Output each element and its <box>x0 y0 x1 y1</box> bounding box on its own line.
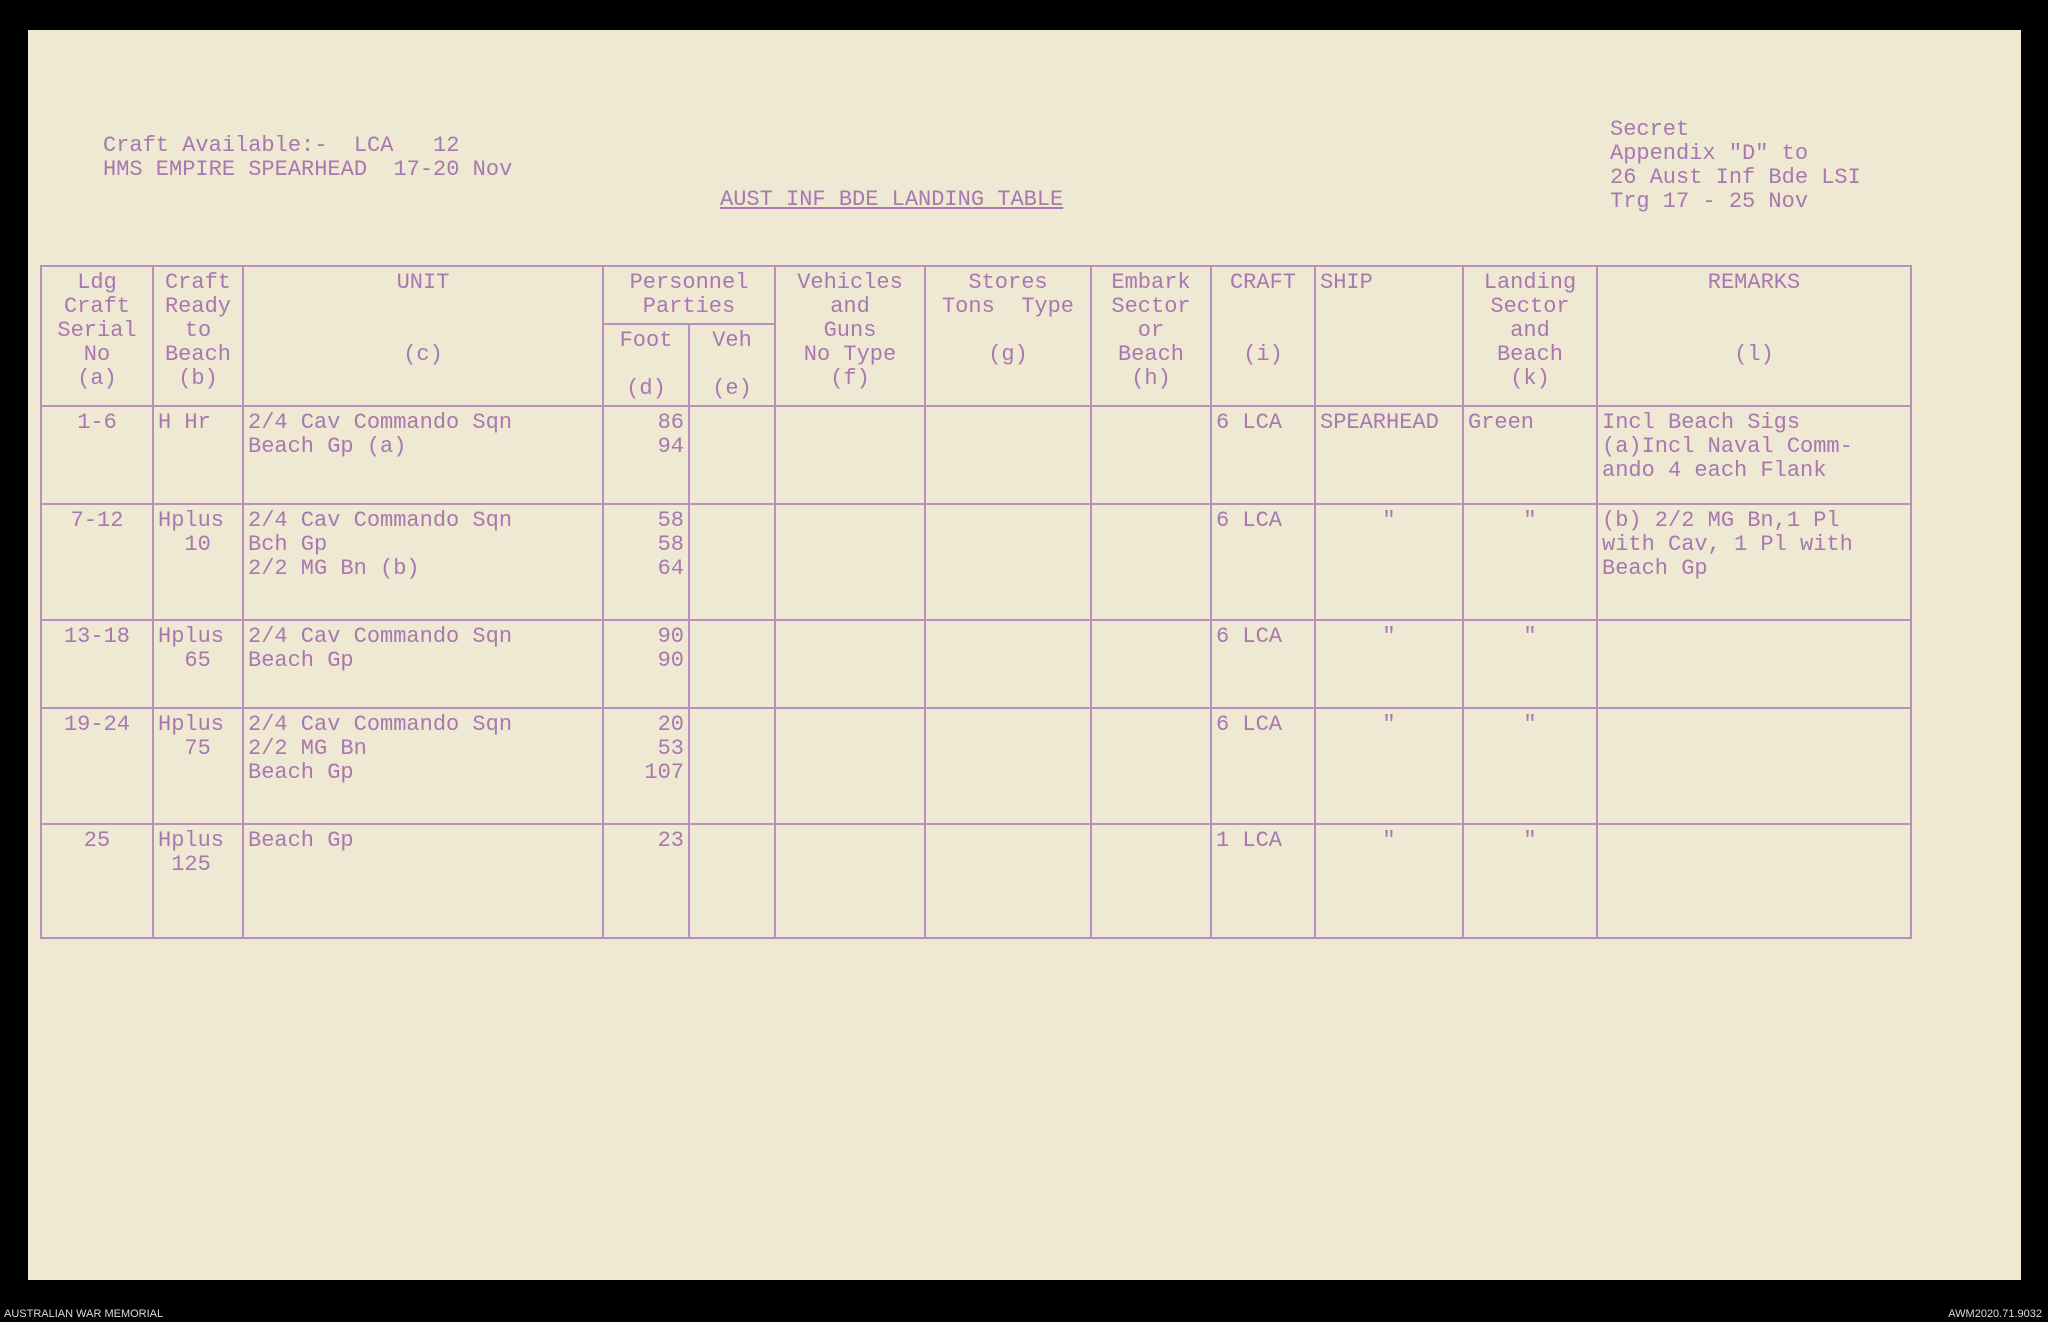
remarks-cell <box>1597 824 1911 938</box>
table-row <box>41 620 1911 708</box>
unit-cell: 2/4 Cav Commando Sqn Beach Gp <box>243 620 603 708</box>
ready-cell: Hplus 65 <box>153 620 243 708</box>
veh-cell <box>689 824 775 938</box>
unit-cell: 2/4 Cav Commando Sqn Bch Gp 2/2 MG Bn (b) <box>243 504 603 620</box>
document-title: AUST INF BDE LANDING TABLE <box>720 187 1064 212</box>
embark-cell <box>1091 708 1211 824</box>
craft-cell: 6 LCA <box>1211 406 1315 504</box>
appendix-label: Appendix "D" to <box>1610 141 1809 166</box>
stores-cell <box>925 620 1091 708</box>
serial-cell: 1-6 <box>41 406 153 504</box>
craft-cell: 6 LCA <box>1211 708 1315 824</box>
col-header-veh: Veh (e) <box>689 324 775 406</box>
beach-cell: Green <box>1463 406 1597 504</box>
ship-cell: SPEARHEAD <box>1315 406 1463 504</box>
ready-cell: H Hr <box>153 406 243 504</box>
table-row <box>41 708 1911 824</box>
col-header-craft: CRAFT (i) <box>1211 266 1315 406</box>
ship-cell: " <box>1315 620 1463 708</box>
archive-reference: AWM2020.71.9032 <box>1948 1308 2042 1320</box>
table-row <box>41 824 1911 938</box>
vehicles-cell <box>775 620 925 708</box>
vehicles-cell <box>775 824 925 938</box>
serial-cell: 19-24 <box>41 708 153 824</box>
col-header-landing: Landing Sector and Beach (k) <box>1463 266 1597 406</box>
table-row <box>41 406 1911 504</box>
training-dates: Trg 17 - 25 Nov <box>1610 189 1809 214</box>
ready-cell: Hplus 75 <box>153 708 243 824</box>
embark-cell <box>1091 406 1211 504</box>
col-header-personnel: Personnel Parties <box>603 266 775 324</box>
col-header-embark: Embark Sector or Beach (h) <box>1091 266 1211 406</box>
veh-cell <box>689 504 775 620</box>
beach-cell: " <box>1463 708 1597 824</box>
foot-cell: 58 58 64 <box>603 504 689 620</box>
col-header-ship: SHIP <box>1315 266 1463 406</box>
craft-cell: 6 LCA <box>1211 504 1315 620</box>
unit-cell: Beach Gp <box>243 824 603 938</box>
craft-available-line: Craft Available:- LCA 12 <box>103 133 460 158</box>
stores-cell <box>925 708 1091 824</box>
ship-line: HMS EMPIRE SPEARHEAD 17-20 Nov <box>103 157 513 182</box>
embark-cell <box>1091 824 1211 938</box>
col-header-ready: Craft Ready to Beach (b) <box>153 266 243 406</box>
beach-cell: " <box>1463 504 1597 620</box>
brigade-label: 26 Aust Inf Bde LSI <box>1610 165 1861 190</box>
serial-cell: 13-18 <box>41 620 153 708</box>
col-header-serial: Ldg Craft Serial No (a) <box>41 266 153 406</box>
ship-cell: " <box>1315 504 1463 620</box>
embark-cell <box>1091 620 1211 708</box>
col-header-remarks: REMARKS (l) <box>1597 266 1911 406</box>
foot-cell: 90 90 <box>603 620 689 708</box>
secret-label: Secret <box>1610 117 1690 142</box>
stores-cell <box>925 406 1091 504</box>
landing-table <box>40 265 1912 939</box>
craft-cell: 6 LCA <box>1211 620 1315 708</box>
veh-cell <box>689 406 775 504</box>
remarks-cell: Incl Beach Sigs (a)Incl Naval Comm- ando 4 each Flank <box>1597 406 1911 504</box>
archive-caption: AUSTRALIAN WAR MEMORIAL <box>4 1308 164 1320</box>
foot-cell: 23 <box>603 824 689 938</box>
foot-cell: 86 94 <box>603 406 689 504</box>
serial-cell: 7-12 <box>41 504 153 620</box>
stores-cell <box>925 504 1091 620</box>
beach-cell: " <box>1463 620 1597 708</box>
craft-cell: 1 LCA <box>1211 824 1315 938</box>
ready-cell: Hplus 10 <box>153 504 243 620</box>
col-header-foot: Foot (d) <box>603 324 689 406</box>
vehicles-cell <box>775 406 925 504</box>
table-row <box>41 504 1911 620</box>
remarks-cell: (b) 2/2 MG Bn,1 Pl with Cav, 1 Pl with Beach Gp <box>1597 504 1911 620</box>
remarks-cell <box>1597 708 1911 824</box>
col-header-unit: UNIT (c) <box>243 266 603 406</box>
remarks-cell <box>1597 620 1911 708</box>
veh-cell <box>689 708 775 824</box>
vehicles-cell <box>775 708 925 824</box>
ship-cell: " <box>1315 708 1463 824</box>
stores-cell <box>925 824 1091 938</box>
unit-cell: 2/4 Cav Commando Sqn 2/2 MG Bn Beach Gp <box>243 708 603 824</box>
beach-cell: " <box>1463 824 1597 938</box>
veh-cell <box>689 620 775 708</box>
foot-cell: 20 53 107 <box>603 708 689 824</box>
vehicles-cell <box>775 504 925 620</box>
col-header-vehicles: Vehicles and Guns No Type (f) <box>775 266 925 406</box>
serial-cell: 25 <box>41 824 153 938</box>
ready-cell: Hplus 125 <box>153 824 243 938</box>
ship-cell: " <box>1315 824 1463 938</box>
embark-cell <box>1091 504 1211 620</box>
col-header-stores: Stores Tons Type (g) <box>925 266 1091 406</box>
unit-cell: 2/4 Cav Commando Sqn Beach Gp (a) <box>243 406 603 504</box>
